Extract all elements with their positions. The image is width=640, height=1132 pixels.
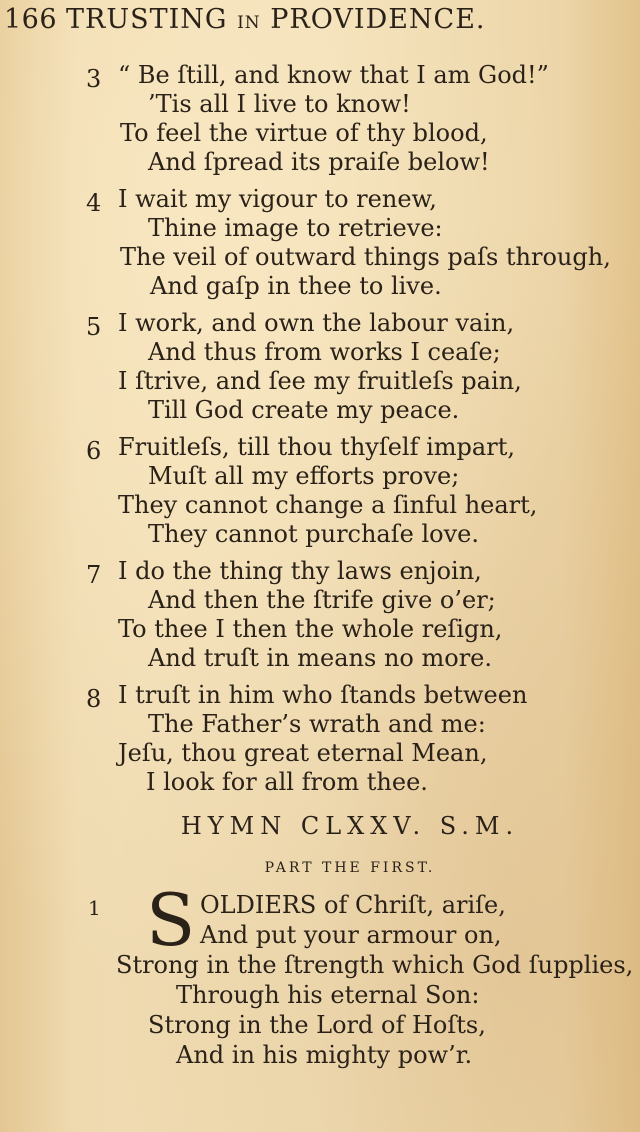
running-head-word-3: PROVIDENCE. [270,4,486,35]
verse-line: ’Tis all I live to know! [148,90,411,118]
hymn-title: HYMN CLXXV. S.M. [180,812,520,840]
page-header [0,2,640,40]
verse-line: They cannot change a ſinful heart, [118,491,538,519]
verse-line: I ſtrive, and ſee my fruitleſs pain, [118,367,522,395]
verse-line: And thus from works I ceaſe; [148,338,501,366]
drop-cap: S [146,878,196,962]
part-title: PART THE FIRST. [264,860,436,876]
verse-line: Strong in the ſtrength which God ſupplies, [116,951,634,979]
verse-line: And put your armour on, [200,921,502,949]
verse-line: And then the ſtrife give o’er; [148,586,496,614]
verse-line: Muſt all my efforts prove; [148,462,460,490]
stanza-number: 8 [86,685,102,713]
verse-line: The Father’s wrath and me: [148,710,486,738]
verse-line: Through his eternal Son: [176,981,480,1009]
verse-line: I work, and own the labour vain, [118,309,515,337]
verse-line: Thine image to retrieve: [148,214,443,242]
verse-line: Till God create my peace. [148,396,460,424]
page-number: 166 [4,4,58,35]
verse-line: I do the thing thy laws enjoin, [118,557,482,585]
running-head-word-2: IN [237,13,261,33]
verse-line: And truſt in means no more. [148,644,492,672]
hymn-stanza-number: 1 [88,896,101,920]
verse-line: They cannot purchaſe love. [148,520,479,548]
verse-line: To feel the virtue of thy blood, [120,119,488,147]
verse-line: And gaſp in thee to live. [150,272,442,300]
verse-line: To thee I then the whole reſign, [118,615,503,643]
stanza-number: 6 [86,437,102,465]
running-head-word-1: TRUSTING [66,4,228,35]
stanza-number: 5 [86,313,102,341]
stanza-number: 3 [86,65,102,93]
verse-line: I look for all from thee. [146,768,428,796]
verse-line: And in his mighty pow’r. [176,1041,473,1069]
verse-line: Strong in the Lord of Hoſts, [148,1011,486,1039]
verse-line: “ Be ſtill, and know that I am God!” [118,61,549,89]
verse-line: Fruitleſs, till thou thyſelf impart, [118,433,515,461]
verse-line: OLDIERS of Chriſt, ariſe, [200,891,506,919]
verse-line: I wait my vigour to renew, [118,185,437,213]
running-head [66,4,486,35]
verse-line: I truſt in him who ſtands between [118,681,528,709]
verse-line: The veil of outward things paſs through, [120,243,611,271]
verse-line: And ſpread its praiſe below! [148,148,490,176]
verse-line: Jeſu, thou great eternal Mean, [118,739,488,767]
stanza-number: 7 [86,561,102,589]
stanza-number: 4 [86,189,102,217]
